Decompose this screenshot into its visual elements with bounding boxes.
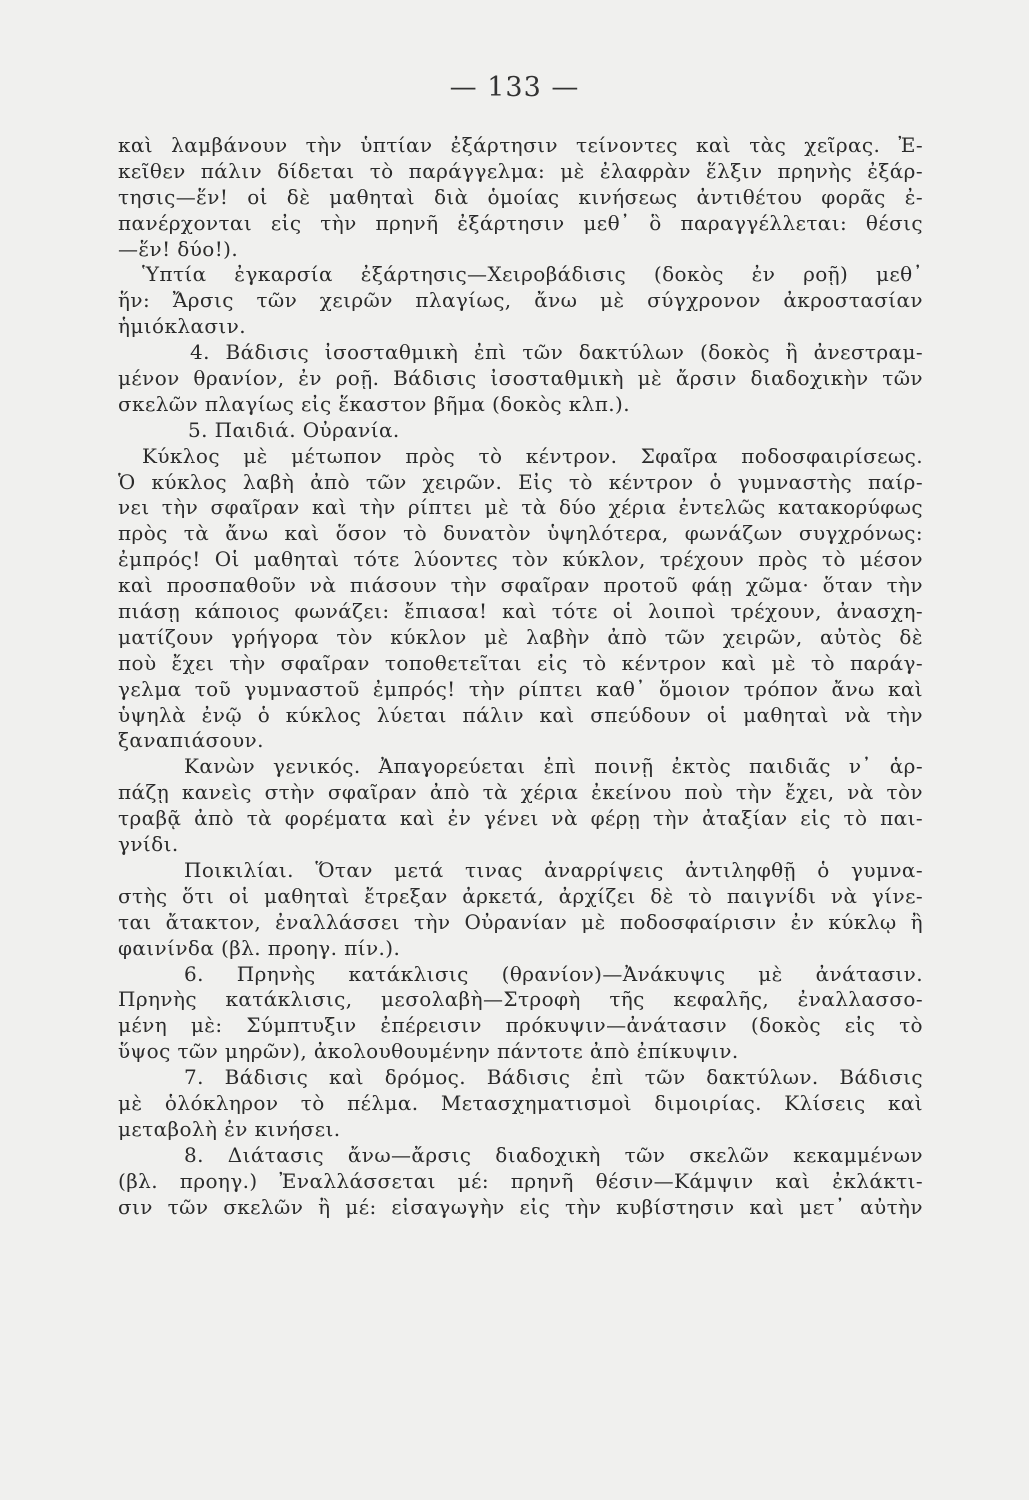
text-line: 8. Διάτασις ἄνω—ἄρσις διαδοχικὴ τῶν σκελῶν κεκαμμένων: [184, 1142, 923, 1167]
text-line: τησις—ἕν! οἱ δὲ μαθηταὶ διὰ ὁμοίας κινήσεως ἀντιθέτου φορᾶς ἐ-: [118, 184, 923, 209]
text-line: πρὸς τὰ ἄνω καὶ ὅσον τὸ δυνατὸν ὑψηλότερα, φωνάζων συγχρόνως:: [118, 521, 923, 546]
text-line: ὑψηλὰ ἐνῷ ὁ κύκλος λύεται πάλιν καὶ σπεύδουν οἱ μαθηταὶ νὰ τὴν: [118, 702, 923, 727]
text-line: ται ἄτακτον, ἐναλλάσσει τὴν Οὐρανίαν μὲ ποδοσφαίρισιν ἐν κύκλῳ ἢ: [118, 909, 923, 934]
text-line: πάζῃ κανεὶς στὴν σφαῖραν ἀπὸ τὰ χέρια ἐκείνου ποὺ τὴν ἔχει, νὰ τὸν: [118, 780, 923, 805]
text-line: 7. Βάδισις καὶ δρόμος. Βάδισις ἐπὶ τῶν δακτύλων. Βάδισις: [184, 1065, 923, 1090]
text-line: (βλ. προηγ.) Ἐναλλάσσεται μέ: πρηνῆ θέσιν—Κάμψιν καὶ ἐκλάκτι-: [118, 1168, 923, 1193]
text-line: στὴς ὅτι οἱ μαθηταὶ ἔτρεξαν ἀρκετά, ἀρχίζει δὲ τὸ παιγνίδι νὰ γίνε-: [118, 883, 923, 908]
text-line: καὶ προσπαθοῦν νὰ πιάσουν τὴν σφαῖραν προτοῦ φάῃ χῶμα· ὅταν τὴν: [118, 573, 923, 598]
text-line: 5. Παιδιά. Οὐρανία.: [188, 417, 400, 442]
text-line: τραβᾷ ἀπὸ τὰ φορέματα καὶ ἐν γένει νὰ φέρῃ τὴν ἀταξίαν εἰς τὸ παι-: [118, 806, 923, 831]
text-line: καὶ λαμβάνουν τὴν ὑπτίαν ἐξάρτησιν τείνοντες καὶ τὰς χεῖρας. Ἐ-: [118, 133, 923, 157]
text-line: ματίζουν γρήγορα τὸν κύκλον μὲ λαβὴν ἀπὸ τῶν χειρῶν, αὐτὸς δὲ: [118, 624, 923, 649]
text-line: Ὑπτία ἐγκαρσία ἐξάρτησις—Χειροβάδισις (δοκὸς ἐν ροῇ) μεθ᾽: [142, 262, 923, 287]
body-text: [118, 133, 923, 1220]
text-line: μένη μὲ: Σύμπτυξιν ἐπέρεισιν πρόκυψιν—ἀνάτασιν (δοκὸς εἰς τὸ: [118, 1013, 923, 1038]
text-line: 6. Πρηνὴς κατάκλισις (θρανίον)—Ἀνάκυψις μὲ ἀνάτασιν.: [184, 961, 923, 986]
text-line: νει τὴν σφαῖραν καὶ τὴν ρίπτει μὲ τὰ δύο χέρια ἐντελῶς κατακορύφως: [118, 495, 923, 520]
text-line: μὲ ὁλόκληρον τὸ πέλμα. Μετασχηματισμοὶ διμοιρίας. Κλίσεις καὶ: [118, 1090, 923, 1115]
text-line: Ποικιλίαι. Ὅταν μετά τινας ἀναρρίψεις ἀντιληφθῇ ὁ γυμνα-: [184, 857, 923, 882]
text-line: μένον θρανίον, ἐν ροῇ. Βάδισις ἰσοσταθμικὴ μὲ ἄρσιν διαδοχικὴν τῶν: [118, 366, 923, 391]
text-line: Πρηνὴς κατάκλισις, μεσολαβὴ—Στροφὴ τῆς κεφαλῆς, ἐναλλασσο-: [118, 987, 923, 1012]
text-line: ἐμπρός! Οἱ μαθηταὶ τότε λύοντες τὸν κύκλον, τρέχουν πρὸς τὸ μέσον: [118, 547, 923, 572]
text-line: 4. Βάδισις ἰσοσταθμικὴ ἐπὶ τῶν δακτύλων (δοκὸς ἢ ἀνεστραμ-: [190, 340, 923, 365]
text-line: φαινίνδα (βλ. προηγ. πίν.).: [118, 935, 401, 960]
page-number: — 133 —: [449, 72, 580, 103]
text-line: ἥν: Ἄρσις τῶν χειρῶν πλαγίως, ἄνω μὲ σύγχρονον ἀκροστασίαν: [118, 288, 923, 313]
text-line: Κανὼν γενικός. Ἀπαγορεύεται ἐπὶ ποινῇ ἐκτὸς παιδιᾶς ν᾽ ἁρ-: [184, 754, 923, 779]
text-line: ἡμιόκλασιν.: [118, 314, 246, 339]
text-line: σιν τῶν σκελῶν ἢ μέ: εἰσαγωγὴν εἰς τὴν κυβίστησιν καὶ μετ᾽ αὐτὴν: [118, 1194, 923, 1219]
text-line: ποὺ ἔχει τὴν σφαῖραν τοποθετεῖται εἰς τὸ κέντρον καὶ μὲ τὸ παράγ-: [118, 650, 923, 675]
text-line: πανέρχονται εἰς τὴν πρηνῆ ἐξάρτησιν μεθ᾽ ὃ παραγγέλλεται: θέσις: [118, 210, 923, 235]
text-line: σκελῶν πλαγίως εἰς ἕκαστον βῆμα (δοκὸς κλπ.).: [118, 391, 631, 416]
text-line: Κύκλος μὲ μέτωπον πρὸς τὸ κέντρον. Σφαῖρα ποδοσφαιρίσεως.: [142, 443, 923, 468]
text-line: —ἕν! δύο!).: [118, 236, 239, 261]
text-line: γνίδι.: [118, 832, 179, 857]
text-line: γελμα τοῦ γυμναστοῦ ἐμπρός! τὴν ρίπτει καθ᾽ ὅμοιον τρόπον ἄνω καὶ: [118, 676, 923, 701]
text-line: ὕψος τῶν μηρῶν), ἀκολουθουμένην πάντοτε ἀπὸ ἐπίκυψιν.: [118, 1039, 739, 1064]
text-line: μεταβολὴ ἐν κινήσει.: [118, 1116, 341, 1141]
text-line: ξαναπιάσουν.: [118, 728, 264, 753]
text-line: πιάσῃ κάποιος φωνάζει: ἔπιασα! καὶ τότε οἱ λοιποὶ τρέχουν, ἀνασχη-: [118, 599, 923, 624]
text-line: κεῖθεν πάλιν δίδεται τὸ παράγγελμα: μὲ ἐλαφρὰν ἕλξιν πρηνὴς ἐξάρ-: [118, 158, 923, 183]
text-line: Ὁ κύκλος λαβὴ ἀπὸ τῶν χειρῶν. Εἰς τὸ κέντρον ὁ γυμναστὴς παίρ-: [118, 469, 923, 494]
